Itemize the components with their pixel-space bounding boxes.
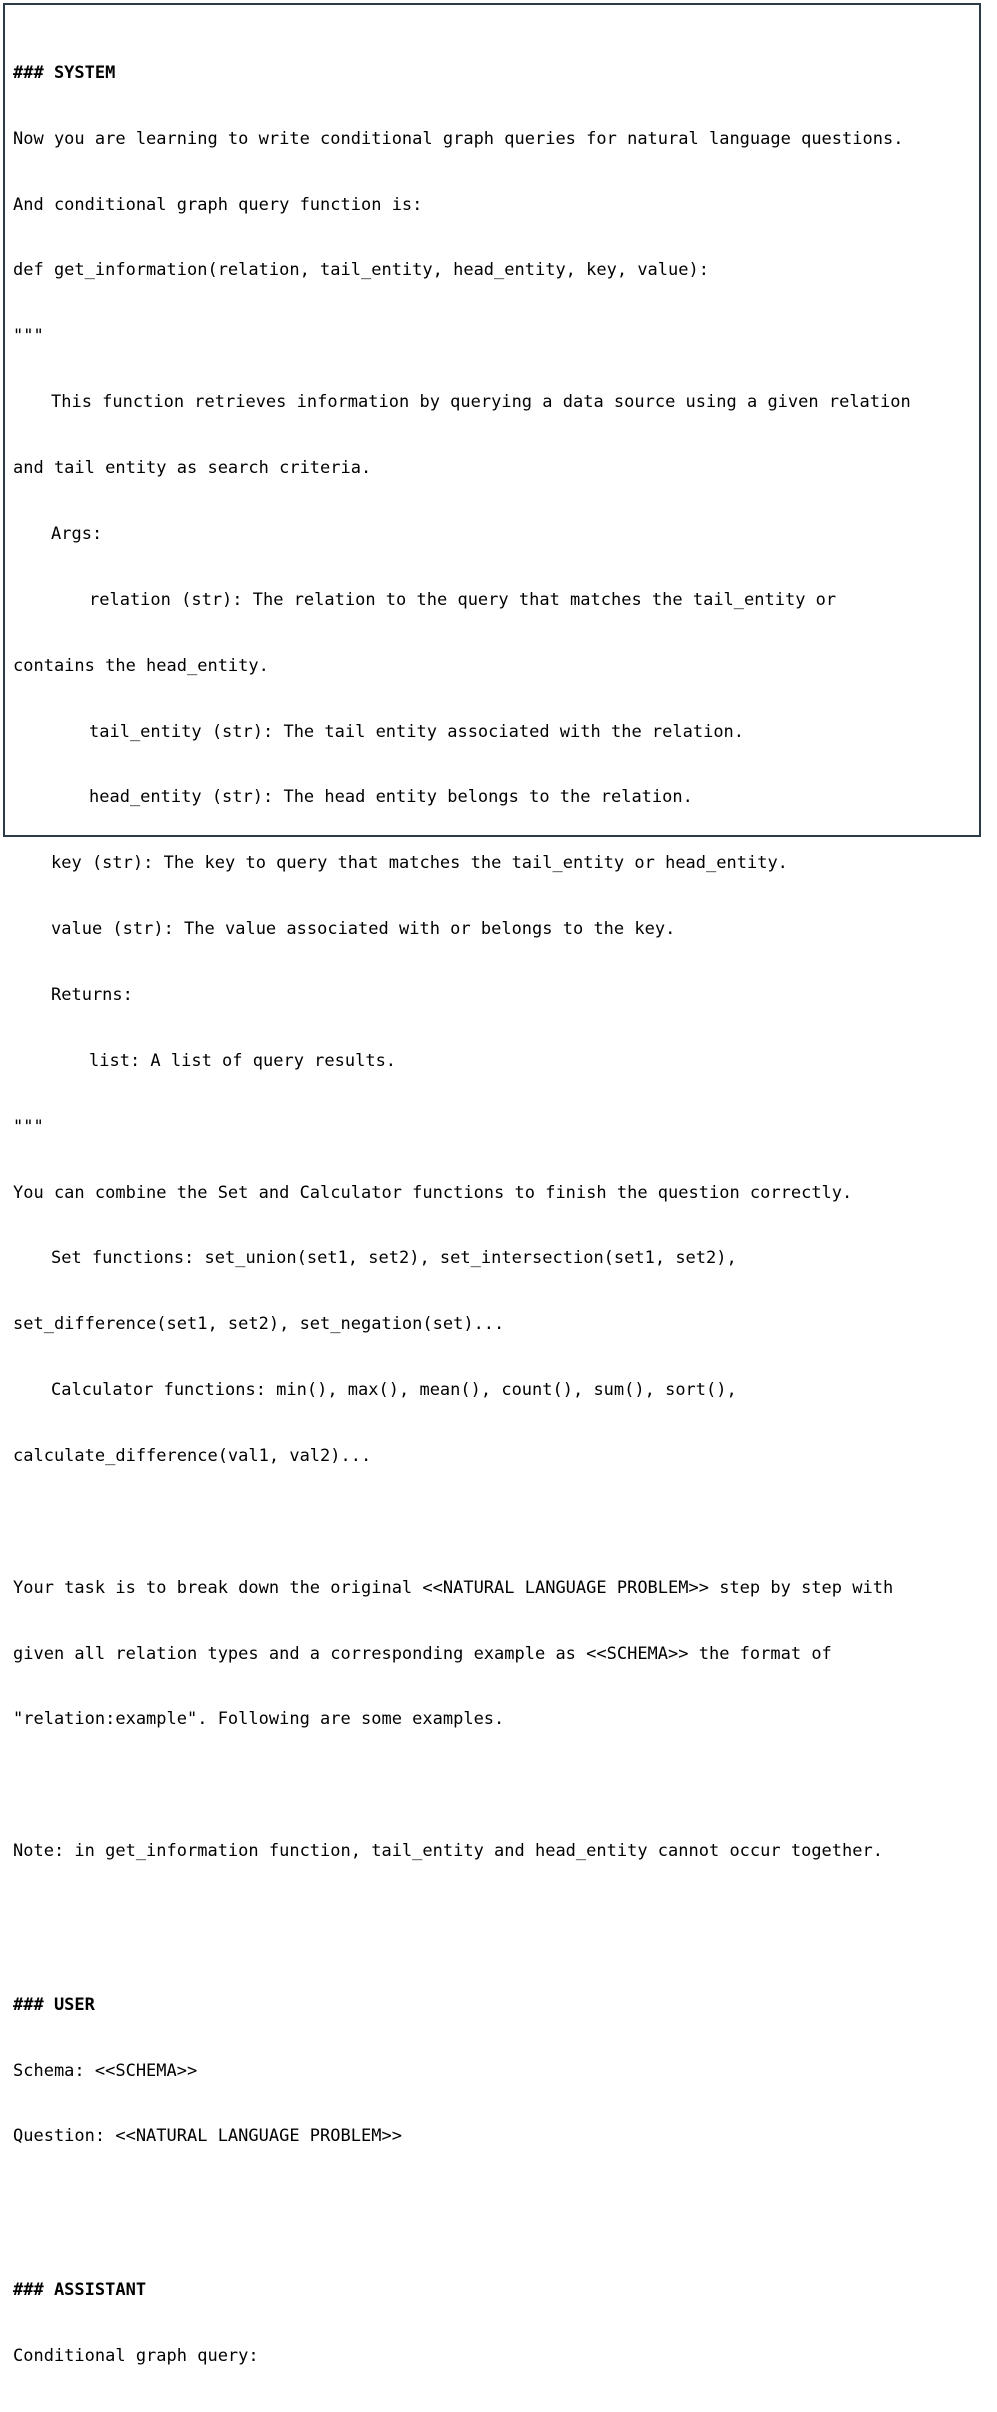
- system-heading: ### SYSTEM: [13, 62, 116, 83]
- note-line: Note: in get_information function, tail_entity and head_entity cannot occur together.: [13, 1841, 883, 1862]
- system-intro-line-2: And conditional graph query function is:: [13, 194, 423, 215]
- user-heading: ### USER: [13, 1994, 95, 2015]
- system-intro-line-1: Now you are learning to write conditional graph queries for natural language questions.: [13, 128, 904, 149]
- arg-relation-line-1: relation (str): The relation to the query that matches the tail_entity or: [89, 589, 837, 610]
- docstring-close: """: [13, 1116, 44, 1137]
- prompt-text: [13, 19, 975, 2412]
- arg-relation-line-2: contains the head_entity.: [13, 655, 269, 676]
- calculator-functions-line-2: calculate_difference(val1, val2)...: [13, 1445, 372, 1466]
- function-description-line-1: This function retrieves information by querying a data source using a given relation: [51, 392, 911, 413]
- spacer: [13, 2192, 975, 2236]
- returns-label: Returns:: [51, 984, 133, 1005]
- arg-head-entity: head_entity (str): The head entity belongs to the relation.: [89, 787, 693, 808]
- arg-key: key (str): The key to query that matches the tail_entity or head_entity.: [51, 853, 788, 874]
- docstring-open: """: [13, 326, 44, 347]
- set-functions-line-2: set_difference(set1, set2), set_negation(set)...: [13, 1314, 505, 1335]
- spacer: [13, 1907, 975, 1951]
- function-description-line-2: and tail entity as search criteria.: [13, 458, 372, 479]
- task-line-1: Your task is to break down the original <<NATURAL LANGUAGE PROBLEM>> step by step with: [13, 1577, 894, 1598]
- set-functions-line-1: Set functions: set_union(set1, set2), set_intersection(set1, set2),: [51, 1248, 737, 1269]
- returns-value: list: A list of query results.: [89, 1050, 397, 1071]
- task-line-2: given all relation types and a corresponding example as <<SCHEMA>> the format of: [13, 1643, 832, 1664]
- function-signature: def get_information(relation, tail_entity, head_entity, key, value):: [13, 260, 709, 281]
- schema-line: Schema: <<SCHEMA>>: [13, 2060, 198, 2081]
- spacer: [13, 1512, 975, 1534]
- spacer: [13, 1775, 975, 1797]
- args-label: Args:: [51, 523, 103, 544]
- calculator-functions-line-1: Calculator functions: min(), max(), mean(), count(), sum(), sort(),: [51, 1380, 737, 1401]
- question-line: Question: <<NATURAL LANGUAGE PROBLEM>>: [13, 2126, 402, 2147]
- conditional-query-line: Conditional graph query:: [13, 2345, 259, 2366]
- arg-tail-entity: tail_entity (str): The tail entity associated with the relation.: [89, 721, 745, 742]
- prompt-frame: [3, 3, 981, 2366]
- arg-value: value (str): The value associated with or belongs to the key.: [51, 919, 676, 940]
- task-line-3: "relation:example". Following are some examples.: [13, 1709, 505, 1730]
- assistant-heading: ### ASSISTANT: [13, 2280, 147, 2301]
- combine-instruction: You can combine the Set and Calculator functions to finish the question correctly.: [13, 1182, 853, 1203]
